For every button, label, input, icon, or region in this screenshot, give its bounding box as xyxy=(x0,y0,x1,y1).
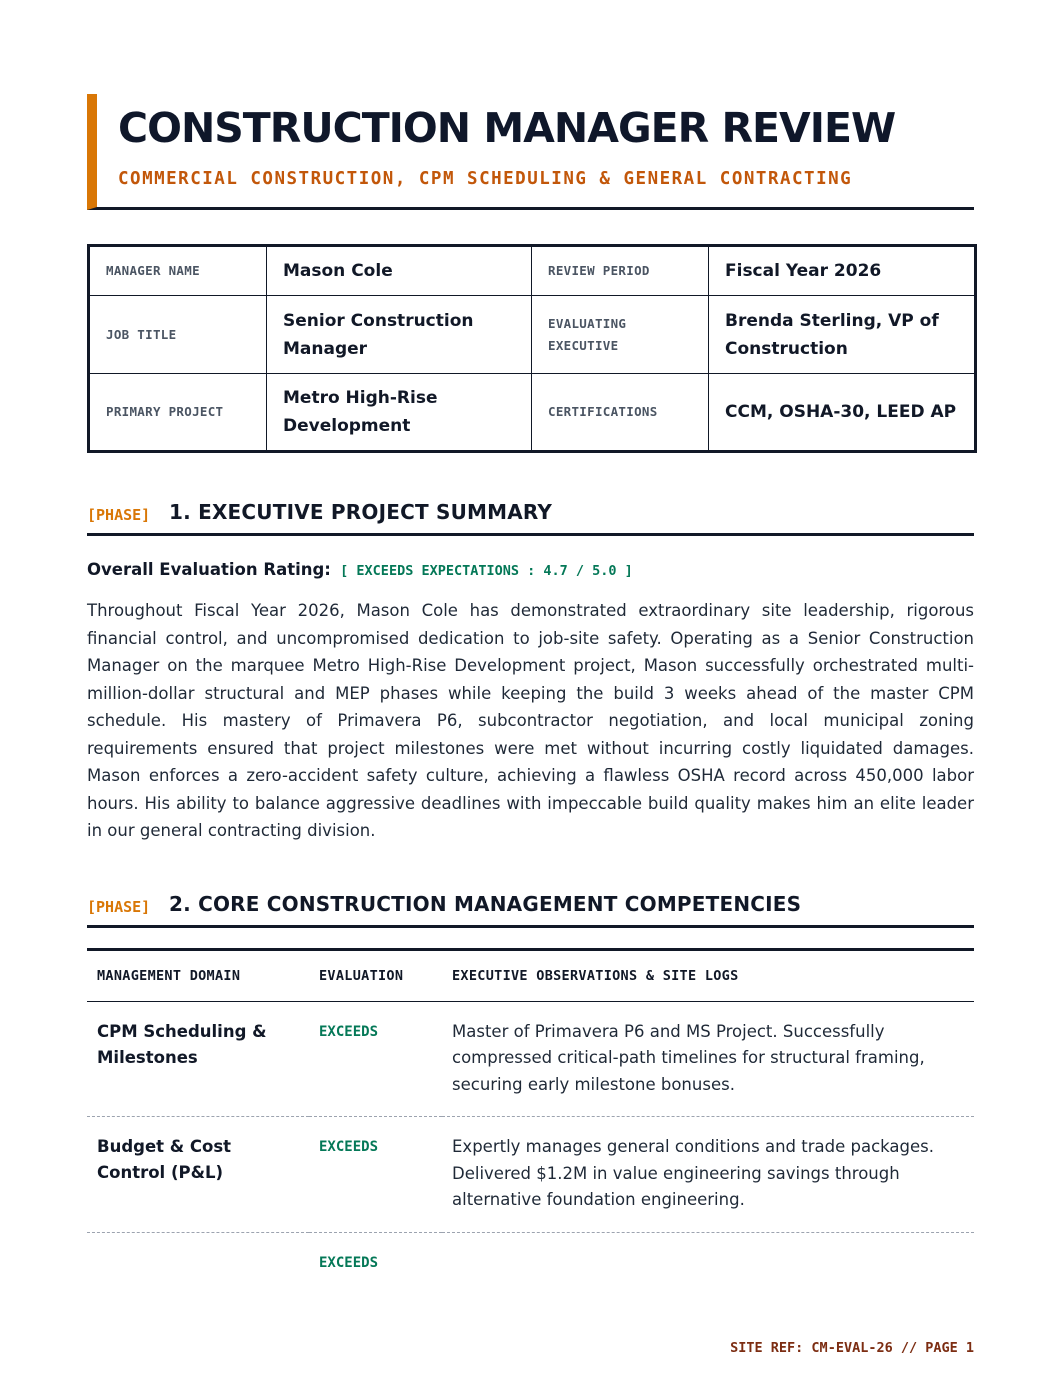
domain-cell: Budget & Cost Control (P&L) xyxy=(87,1117,309,1233)
column-header-domain: MANAGEMENT DOMAIN xyxy=(87,949,309,1001)
page-footer-reference: SITE REF: CM-EVAL-26 // PAGE 1 xyxy=(730,1340,974,1356)
info-row xyxy=(89,296,976,374)
domain-cell xyxy=(87,1232,309,1294)
manager-name-label: MANAGER NAME xyxy=(89,246,267,296)
executive-summary-paragraph: Throughout Fiscal Year 2026, Mason Cole has demonstrated extraordinary site leadership, rigorous financial control, and uncompromised dedication to job-site safety. Operating as a Senior Construction Manager on the marquee Metro High-Rise Development project, Mason successfully orchestrated multi-million-dollar structural and MEP phases while keeping the build 3 weeks ahead of the master CPM schedule. His mastery of Primavera P6, subcontractor negotiation, and local municipal zoning requirements ensured that project milestones were met without incurring costly liquidated damages. Mason enforces a zero-accident safety culture, achieving a flawless OSHA record across 450,000 labor hours. His ability to balance aggressive deadlines with impeccable build quality makes him an elite leader in our general contracting division. xyxy=(87,601,974,840)
review-period-label: REVIEW PERIOD xyxy=(532,246,709,296)
domain-cell: CPM Scheduling & Milestones xyxy=(87,1001,309,1117)
table-row xyxy=(87,1232,974,1294)
document-header xyxy=(87,94,974,210)
document-subtitle: COMMERCIAL CONSTRUCTION, CPM SCHEDULING & GENERAL CONTRACTING xyxy=(118,169,853,189)
phase-tag: [PHASE] xyxy=(87,506,151,524)
info-row xyxy=(89,246,976,296)
rating-label: Overall Evaluation Rating: xyxy=(87,560,331,579)
evaluation-cell: EXCEEDS xyxy=(319,1254,379,1271)
table-row xyxy=(87,1117,974,1233)
evaluating-executive-label: EVALUATING EXECUTIVE xyxy=(532,296,709,374)
observation-cell: Expertly manages general conditions and trade packages. Delivered $1.2M in value engineering savings through alternative foundation engineering. xyxy=(442,1117,974,1233)
column-header-observations: EXECUTIVE OBSERVATIONS & SITE LOGS xyxy=(442,949,974,1001)
section-title: 2. CORE CONSTRUCTION MANAGEMENT COMPETENCIES xyxy=(169,891,802,916)
observation-cell xyxy=(442,1232,974,1294)
evaluation-cell: EXCEEDS xyxy=(309,1001,442,1117)
job-title-label: JOB TITLE xyxy=(89,296,267,374)
rating-value: [ EXCEEDS EXPECTATIONS : 4.7 / 5.0 ] xyxy=(340,563,633,579)
section-heading-competencies xyxy=(87,887,974,928)
evaluating-executive-value: Brenda Sterling, VP of Construction xyxy=(709,296,976,374)
phase-tag: [PHASE] xyxy=(87,897,151,916)
section-heading-summary xyxy=(87,495,974,536)
review-period-value: Fiscal Year 2026 xyxy=(709,246,976,296)
info-row xyxy=(89,374,976,452)
document-title: CONSTRUCTION MANAGER REVIEW xyxy=(118,104,896,152)
evaluation-cell: EXCEEDS xyxy=(309,1117,442,1233)
manager-info-table xyxy=(87,244,977,453)
certifications-value: CCM, OSHA-30, LEED AP xyxy=(709,374,976,452)
overall-rating xyxy=(87,560,974,579)
observation-cell: Master of Primavera P6 and MS Project. Successfully compressed critical-path timelines for structural framing, securing early milestone bonuses. xyxy=(442,1001,974,1117)
primary-project-label: PRIMARY PROJECT xyxy=(89,374,267,452)
table-row xyxy=(87,1001,974,1117)
primary-project-value: Metro High-Rise Development xyxy=(267,374,532,452)
column-header-evaluation: EVALUATION xyxy=(309,949,442,1001)
table-header-row xyxy=(87,949,974,1001)
certifications-label: CERTIFICATIONS xyxy=(532,374,709,452)
competencies-table xyxy=(87,948,974,1294)
job-title-value: Senior Construction Manager xyxy=(267,296,532,374)
manager-name-value: Mason Cole xyxy=(267,246,532,296)
section-title: 1. EXECUTIVE PROJECT SUMMARY xyxy=(169,500,553,524)
review-page xyxy=(87,94,974,1294)
